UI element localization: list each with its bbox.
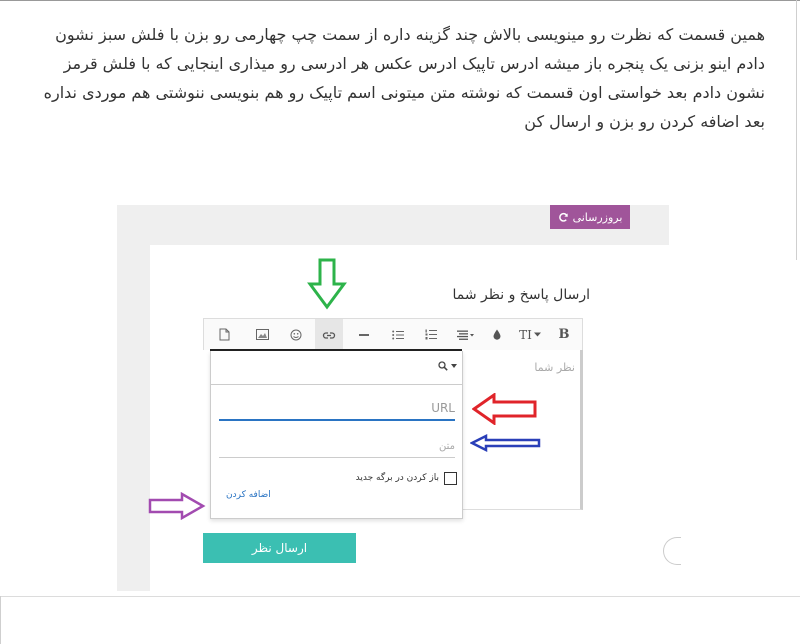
blue-arrow-icon (470, 434, 542, 452)
emoji-icon[interactable] (282, 319, 310, 350)
open-new-tab-label: باز کردن در برگه جدید (355, 473, 439, 483)
top-divider (0, 0, 800, 1)
left-divider (0, 596, 1, 644)
horizontal-rule-icon[interactable] (350, 319, 378, 350)
link-target-select[interactable] (210, 352, 463, 385)
refresh-button-label: بروزرسانی (572, 210, 623, 224)
bold-label: B (558, 327, 570, 342)
refresh-icon (558, 212, 569, 223)
checkbox-icon[interactable] (444, 472, 457, 485)
submit-comment-button[interactable]: ارسال نظر (203, 533, 356, 563)
editor-toolbar (203, 318, 583, 350)
search-select-control[interactable] (438, 361, 457, 371)
text-size-icon[interactable] (513, 319, 547, 350)
editor-placeholder: نظر شما (534, 361, 575, 374)
add-link-button[interactable]: اضافه کردن (226, 490, 271, 500)
green-arrow-icon (307, 258, 347, 310)
search-icon (438, 361, 448, 371)
link-text-input[interactable] (219, 436, 455, 458)
file-icon[interactable] (210, 319, 238, 350)
numbered-list-icon[interactable] (417, 319, 445, 350)
comment-editor[interactable] (463, 350, 583, 510)
bottom-divider (0, 596, 800, 597)
purple-arrow-icon (148, 492, 206, 520)
bullet-list-icon[interactable] (384, 319, 412, 350)
url-input[interactable] (219, 397, 455, 421)
color-drop-icon[interactable] (483, 319, 511, 350)
text-size-label: TI (519, 327, 532, 342)
bold-icon[interactable] (550, 319, 578, 350)
refresh-button[interactable] (550, 205, 630, 229)
reply-heading: ارسال پاسخ و نظر شما (452, 287, 590, 303)
chevron-down-icon (451, 364, 457, 368)
red-arrow-icon (472, 393, 538, 425)
article-paragraph: همین قسمت که نظرت رو مینویسی بالاش چند گزینه داره از سمت چپ چهارمی رو بزن با فلش سبز نشون دادم اینو بزنی یک پنجره باز میشه ادرس تاپیک ادرس عکس هر ادرسی رو میذاری اینجایی که با فلش قرمز نشون دادم بعد خواستی اون قسمت که نوشته متن میتونی اسم تاپیک رو هم بنویسی ننوشتی هم موردی نداره بعد اضافه کردن رو بزن و ارسال کن (43, 25, 765, 131)
right-divider (796, 0, 797, 260)
link-icon[interactable] (315, 319, 343, 350)
align-icon[interactable] (450, 319, 482, 350)
open-new-tab-option[interactable] (300, 470, 457, 486)
image-icon[interactable] (248, 319, 276, 350)
